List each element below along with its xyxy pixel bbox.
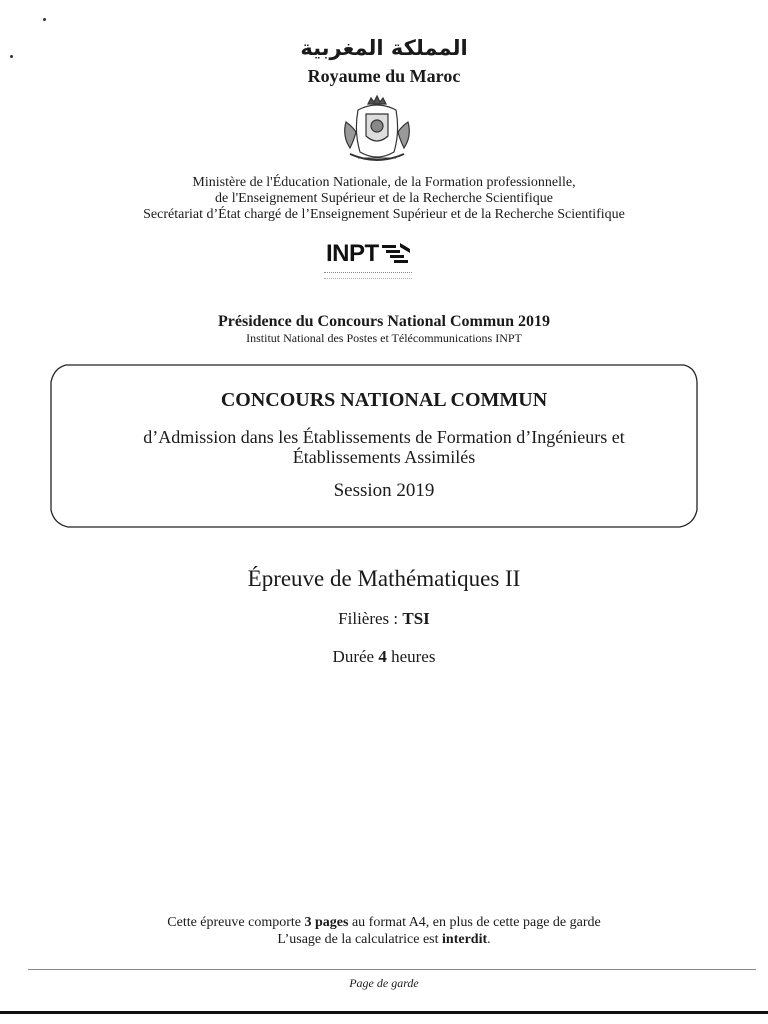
exam-title: Épreuve de Mathématiques II <box>247 566 521 591</box>
pages-note-count: 3 pages <box>304 915 349 930</box>
calculator-note <box>0 931 768 948</box>
session-label: Session 2019 <box>333 480 435 501</box>
concours-title: CONCOURS NATIONAL COMMUN <box>220 389 548 411</box>
exam-notes <box>0 914 768 948</box>
presidence-title: Présidence du Concours National Commun 2019 <box>217 313 550 330</box>
duree-label: Durée <box>332 647 379 666</box>
pages-note-suffix: au format A4, en plus de cette page de garde <box>348 915 601 930</box>
institute-name: Institut National des Postes et Télécommunications INPT <box>246 331 522 345</box>
inpt-logo <box>322 240 418 286</box>
ministry-line: Ministère de l'Éducation Nationale, de la Formation professionnelle, <box>192 175 576 190</box>
ministry-block <box>0 175 768 223</box>
pages-note-prefix: Cette épreuve comporte <box>167 915 305 930</box>
admission-line: Établissements Assimilés <box>292 447 476 467</box>
inpt-logo-tagline <box>324 272 412 279</box>
footer-divider <box>28 969 756 970</box>
ministry-line: de l'Enseignement Supérieur et de la Recherche Scientifique <box>214 191 553 206</box>
admission-line: d’Admission dans les Établissements de Formation d’Ingénieurs et <box>143 427 625 447</box>
pages-note <box>0 914 768 931</box>
calculator-note-status: interdit <box>442 932 488 947</box>
inpt-logo-text: INPT <box>326 240 379 267</box>
inpt-logo-mark-icon <box>382 243 410 267</box>
page-bottom-border <box>0 1011 768 1014</box>
duree-line <box>0 647 768 667</box>
filieres-line <box>0 609 768 629</box>
duree-value: 4 <box>378 647 387 666</box>
ministry-line: Secrétariat d’État chargé de l’Enseignement Supérieur et de la Recherche Scientifique <box>143 207 625 222</box>
kingdom-name: Royaume du Maroc <box>307 66 461 86</box>
filieres-label: Filières : <box>338 609 403 628</box>
calculator-note-prefix: L’usage de la calculatrice est <box>277 932 443 947</box>
filieres-value: TSI <box>402 609 430 628</box>
admission-block <box>0 427 768 467</box>
footer-label: Page de garde <box>349 976 419 990</box>
arabic-kingdom-title: المملكة المغربية <box>300 36 468 60</box>
calculator-note-suffix: . <box>487 932 491 947</box>
duree-unit: heures <box>386 647 436 666</box>
moroccan-coat-of-arms-icon <box>338 92 416 170</box>
scan-speck <box>43 18 46 21</box>
